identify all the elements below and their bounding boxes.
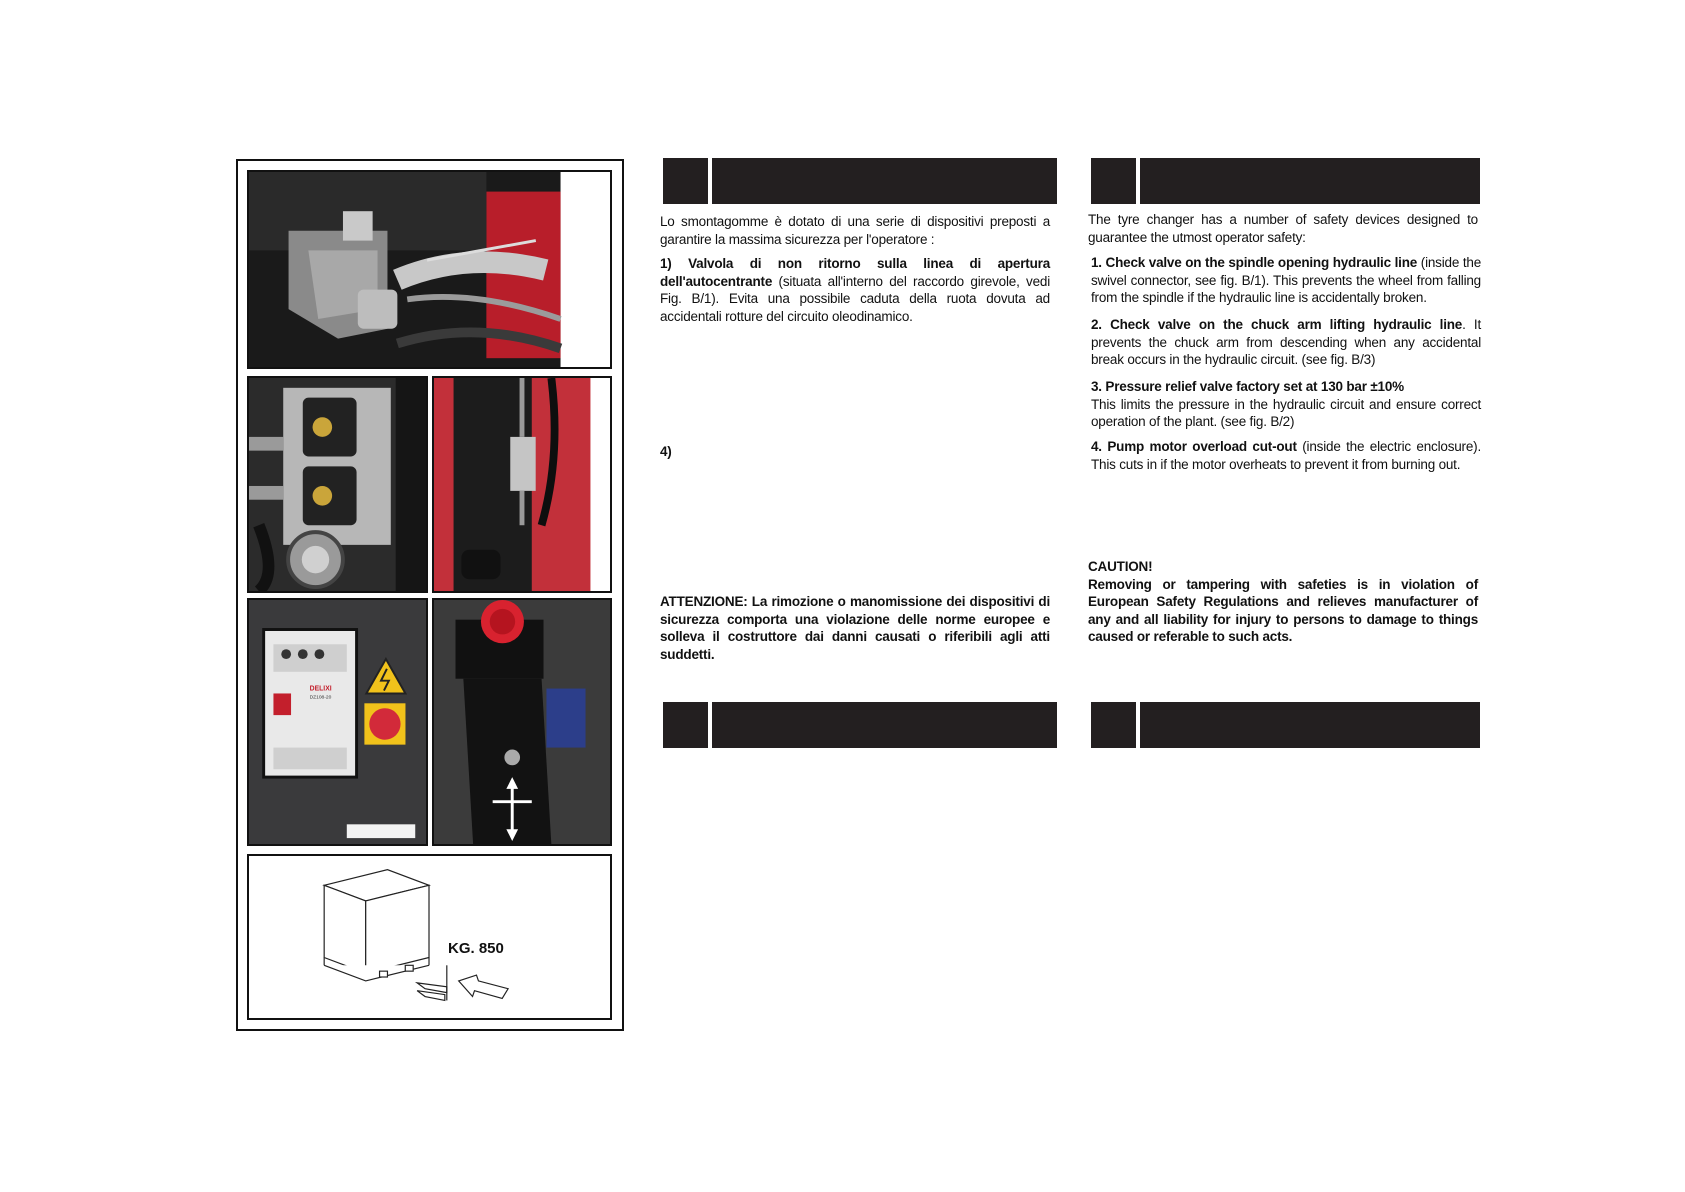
english-item-3-text: This limits the pressure in the hydraulic circuit and ensure correct operation of the plant. (see fig. B/2)	[1091, 396, 1481, 429]
breaker-brand-text: DELIXI	[309, 685, 332, 693]
english-item-1	[1091, 254, 1481, 307]
italian-item-4: 4)	[660, 444, 672, 459]
english-item-4-title: 4. Pump motor overload cut-out	[1091, 439, 1297, 454]
italian-section-header-bar	[712, 158, 1057, 204]
breaker-model-text: DZ108-20	[309, 695, 332, 701]
italian-item-1-text: (situata all'interno del raccordo girevole, vedi Fig. B/1). Evita una possibile caduta della ruota dovuta ad accidentali rotture del circuito oleodinamico.	[660, 273, 1050, 324]
photo-cylinder	[432, 376, 612, 593]
english-item-4	[1091, 438, 1481, 473]
english-next-section-number-box	[1091, 702, 1136, 748]
italian-next-section-header-bar	[712, 702, 1057, 748]
english-caution-title: CAUTION!	[1088, 559, 1153, 574]
english-item-2	[1091, 316, 1481, 369]
english-item-1-text: (inside the swivel connector, see fig. B/1). This prevents the wheel from falling from the spindle if the hydraulic line is accidentally broken.	[1091, 255, 1481, 305]
english-next-section-header-bar	[1140, 702, 1480, 748]
english-section-number-box	[1091, 158, 1136, 204]
english-intro: The tyre changer has a number of safety devices designed to guarantee the utmost operator safety:	[1088, 212, 1478, 245]
english-item-4-text: (inside the electric enclosure). This cuts in if the motor overheats to prevent it from burning out.	[1091, 439, 1481, 472]
italian-warning: ATTENZIONE: La rimozione o manomissione dei dispositivi di sicurezza comporta una violazione delle norme europee e solleva il costruttore dai danni causati o riferibili agli atti suddetti.	[660, 594, 1050, 662]
italian-item-1-title: 1) Valvola di non ritorno sulla linea di apertura dell'autocentrante	[660, 256, 1050, 289]
english-caution-text: Removing or tampering with safeties is in violation of European Safety Regulations and relieves manufacturer of any and all liability for injury to persons to damage to things caused or referable to such acts.	[1088, 576, 1478, 644]
photo-electric-enclosure	[247, 598, 428, 846]
english-caution	[1088, 558, 1478, 646]
italian-intro: Lo smontagomme è dotato di una serie di dispositivi preposti a garantire la massima sicurezza per l'operatore :	[660, 214, 1050, 247]
italian-next-section-number-box	[663, 702, 708, 748]
english-item-3	[1091, 378, 1481, 431]
italian-section-number-box	[663, 158, 708, 204]
photo-swivel-connector	[247, 170, 612, 369]
english-item-1-title: 1. Check valve on the spindle opening hydraulic line	[1091, 255, 1418, 270]
english-item-2-text: . It prevents the chuck arm from descending when any accidental break occurs in the hydraulic circuit. (see fig. B/3)	[1091, 317, 1482, 367]
figure-package-weight	[247, 854, 612, 1020]
photo-solenoid-valves	[247, 376, 428, 593]
english-section-header-bar	[1140, 158, 1480, 204]
english-item-3-title: 3. Pressure relief valve factory set at 130 bar ±10%	[1091, 379, 1404, 394]
photo-emergency-stop	[432, 598, 612, 846]
english-item-2-title: 2. Check valve on the chuck arm lifting hydraulic line	[1091, 317, 1463, 332]
italian-item-1	[660, 255, 1050, 325]
weight-label: KG. 850	[448, 940, 504, 957]
